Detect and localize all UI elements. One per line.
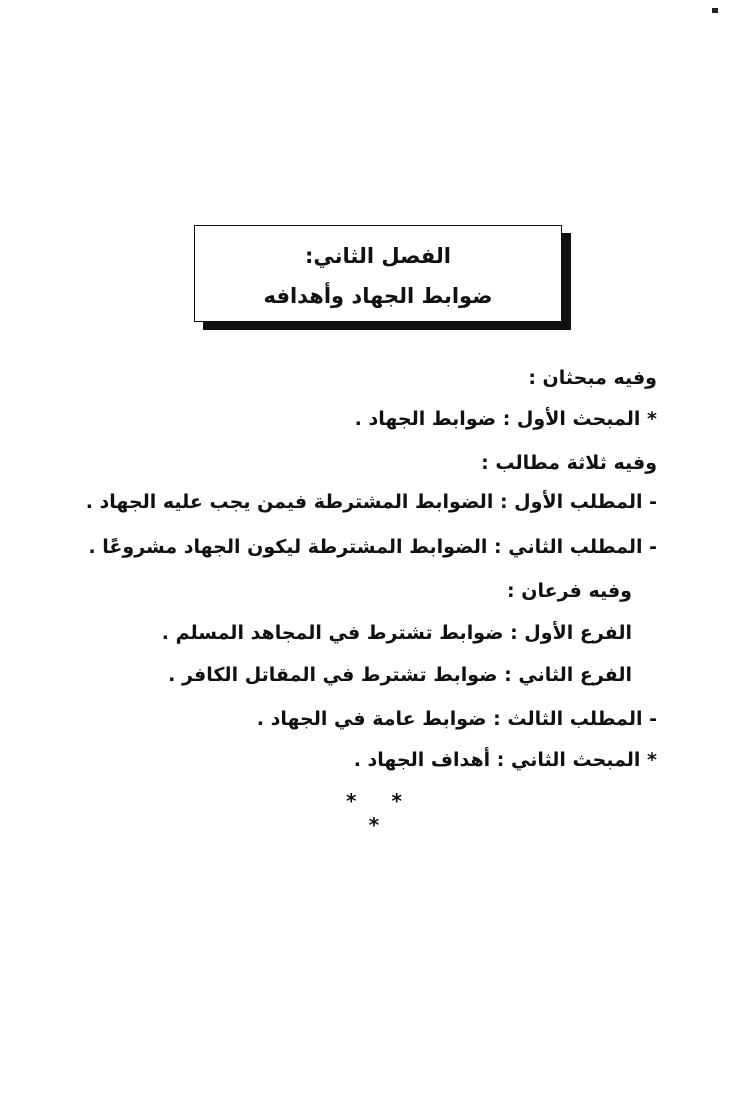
toc-line-subsection-1: - المطلب الأول : الضوابط المشترطة فيمن يجب عليه الجهاد . [85,491,657,513]
toc-line-branches-intro: وفيه فرعان : [507,580,632,602]
page-corner-mark [712,8,718,13]
toc-line-branch-1: الفرع الأول : ضوابط تشترط في المجاهد المسلم . [161,622,632,644]
chapter-title-box [194,225,562,322]
chapter-subtitle: ضوابط الجهاد وأهدافه [263,284,493,308]
toc-line-branch-2: الفرع الثاني : ضوابط تشترط في المقاتل الكافر . [168,664,632,686]
toc-line-sections-intro: وفيه مبحثان : [528,367,657,389]
toc-line-subsections-intro: وفيه ثلاثة مطالب : [481,452,657,474]
section-separator: * * * [346,789,416,837]
toc-line-section-2: * المبحث الثاني : أهداف الجهاد . [353,749,657,771]
toc-line-section-1: * المبحث الأول : ضوابط الجهاد . [354,408,657,430]
chapter-title: الفصل الثاني: [304,244,451,268]
toc-line-subsection-3: - المطلب الثالث : ضوابط عامة في الجهاد . [256,708,657,730]
toc-line-subsection-2: - المطلب الثاني : الضوابط المشترطة ليكون الجهاد مشروعًا . [88,536,657,558]
